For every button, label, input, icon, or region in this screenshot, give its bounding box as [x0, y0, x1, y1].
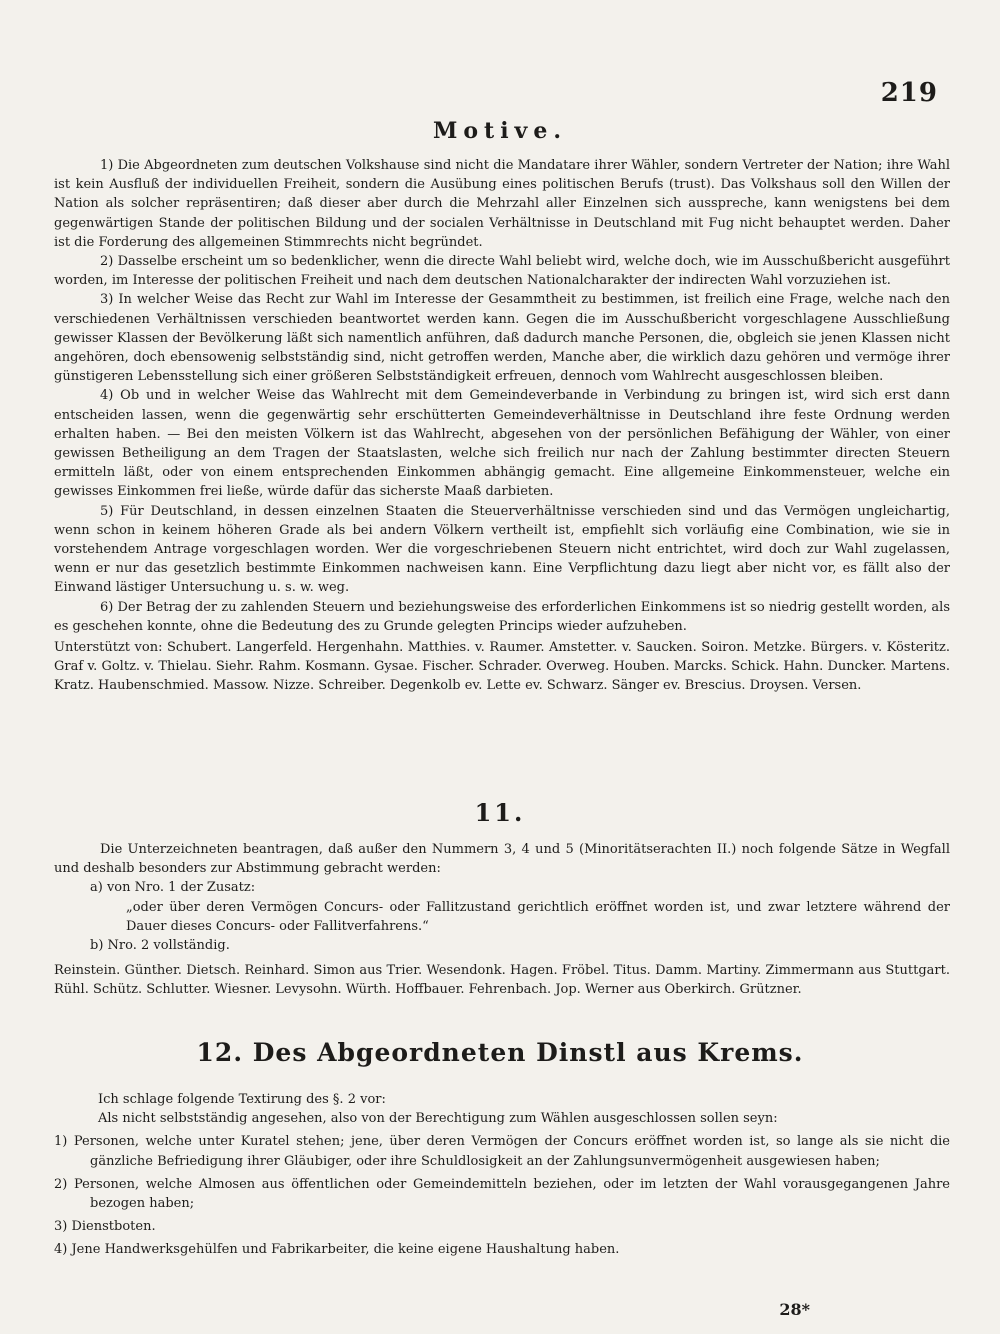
motive-paragraph: 1) Die Abgeordneten zum deutschen Volkshause sind nicht die Mandatare ihrer Wähler, sondern Vertreter der Nation; ihre Wahl ist kein Ausfluß der individuellen Freiheit, sondern die Ausübung eines politischen Berufs (trust). Das Volkshaus soll den Willen der Nation als solcher repräsentiren; daß dieser aber durch die Mehrzahl aller Einzelnen sich ausspreche, kann wenigstens bei dem gegenwärtigen Stande der politischen Bildung und der socialen Verhältnisse in Deutschland mit Fug nicht behauptet werden. Daher ist die Forderung des allgemeinen Stimmrechts nicht begründet.	[54, 158, 950, 250]
supporters-list: Unterstützt von: Schubert. Langerfeld. Hergenhahn. Matthies. v. Raumer. Amstetter. v. Saucken. Soiron. Metzke. Bürgers. v. Kösteritz. Graf v. Goltz. v. Thielau. Siehr. Rahm. Kosmann. Gysae. Fischer. Schrader. Overweg. Houben. Marcks. Schick. Hahn. Duncker. Martens. Kratz. Haubenschmied. Massow. Nizze. Schreiber. Degenkolb ev. Lette ev. Schwarz. Sänger ev. Brescius. Droysen. Versen.	[54, 640, 950, 694]
motive-paragraph: 6) Der Betrag der zu zahlenden Steuern und beziehungsweise des erforderlichen Einkommens ist so niedrig gestellt worden, als es geschehen konnte, ohne die Bedeutung des zu Grunde gelegten Princips wieder aufzuheben.	[54, 599, 950, 634]
page-number: 219	[880, 78, 938, 108]
motive-paragraph: 3) In welcher Weise das Recht zur Wahl im Interesse der Gesammtheit zu bestimmen, ist freilich eine Frage, welche nach den verschiedenen Verhältnissen verschieden beantwortet werden kann. Gegen die im Ausschußbericht vorgeschlagene Ausschließung gewisser Klassen der Bevölkerung läßt sich namentlich anführen, daß dadurch manche Personen, die, obgleich sie jenen Klassen nicht angehören, doch ebensowenig selbstständig sind, nicht getroffen werden, Manche aber, die wirklich dazu gehören und vermöge ihrer günstigeren Lebensstellung sich einer größeren Selbstständigkeit erfreuen, dennoch vom Wahlrecht ausgeschlossen bleiben.	[54, 292, 950, 385]
section-11	[54, 840, 950, 1000]
section-11-item-a: a) von Nro. 1 der Zusatz:	[90, 880, 256, 896]
section-12-item: 2) Personen, welche Almosen aus öffentlichen oder Gemeindemitteln beziehen, oder im letzten der Wahl vorausgegangenen Jahre bezogen haben;	[54, 1176, 950, 1212]
signature-mark: 28*	[779, 1300, 810, 1319]
motive-paragraph: 5) Für Deutschland, in dessen einzelnen Staaten die Steuerverhältnisse verschieden sind und das Vermögen ungleichartig, wenn schon in keinem höheren Grade als bei andern Völkern vertheilt ist, empfiehlt sich vorläufig eine Combination, wie sie in vorstehendem Antrage vorgeschlagen worden. Wer die vorgeschriebenen Steuern nicht entrichtet, wird doch zur Wahl zugelassen, wenn er nur das gesetzlich bestimmte Einkommen nachweisen kann. Eine Verpflichtung dazu liegt aber nicht vor, es fällt also der Einwand lästiger Untersuchung u. s. w. weg.	[54, 503, 950, 596]
motive-section	[54, 156, 950, 696]
motive-paragraph: 2) Dasselbe erscheint um so bedenklicher, wenn die directe Wahl beliebt wird, welche doch, wie im Ausschußbericht ausgeführt worden, im Interesse der politischen Freiheit und nach dem deutschen Nationalcharakter der indirecten Wahl vorzuziehen ist.	[54, 254, 950, 289]
motive-heading: Motive.	[433, 118, 567, 144]
section-11-number: 11.	[474, 798, 526, 827]
section-12-item: 4) Jene Handwerksgehülfen und Fabrikarbeiter, die keine eigene Haushaltung haben.	[54, 1242, 620, 1258]
section-11-quote: „oder über deren Vermögen Concurs- oder Fallitzustand gerichtlich eröffnet worden ist, und zwar letztere während der Dauer dieses Concurs- oder Fallitverfahrens.“	[126, 899, 950, 934]
section-11-intro: Die Unterzeichneten beantragen, daß außer den Nummern 3, 4 und 5 (Minoritätserachten II.) noch folgende Sätze in Wegfall und deshalb besonders zur Abstimmung gebracht werden:	[54, 842, 950, 877]
section-11-item-b: b) Nro. 2 vollständig.	[90, 938, 230, 954]
section-12-lead: Als nicht selbstständig angesehen, also von der Berechtigung zum Wählen ausgeschlossen sollen seyn:	[98, 1111, 778, 1127]
section-12-item: 1) Personen, welche unter Kuratel stehen; jene, über deren Vermögen der Concurs eröffnet worden ist, so lange als sie nicht die gänzliche Befriedigung ihrer Gläubiger, oder ihre Schuldlosigkeit an der Zahlungsunvermögenheit ausgewiesen haben;	[54, 1134, 950, 1169]
section-12-intro: Ich schlage folgende Textirung des §. 2 vor:	[98, 1092, 386, 1107]
section-12	[54, 1090, 950, 1260]
section-11-signers: Reinstein. Günther. Dietsch. Reinhard. Simon aus Trier. Wesendonk. Hagen. Fröbel. Titus. Damm. Martiny. Zimmermann aus Stuttgart. Rühl. Schütz. Schlutter. Wiesner. Levysohn. Würth. Hoffbauer. Fehrenbach. Jop. Werner aus Oberkirch. Grützner.	[54, 963, 950, 998]
section-12-title: 12. Des Abgeordneten Dinstl aus Krems.	[196, 1038, 804, 1067]
section-12-item: 3) Dienstboten.	[54, 1219, 156, 1235]
motive-paragraph: 4) Ob und in welcher Weise das Wahlrecht mit dem Gemeindeverbande in Verbindung zu bringen ist, wird sich erst dann entscheiden lassen, wenn die gegenwärtig sehr erschütterten Gemeindeverhältnisse in Deutschland ihre feste Ordnung werden erhalten haben. — Bei den meisten Völkern ist das Wahlrecht, abgesehen von der persönlichen Befähigung der Wähler, von einer gewissen Betheiligung an dem Tragen der Staatslasten, welche sich freilich nur nach der Zahlung bestimmter directen Steuern ermitteln läßt, oder von einem entsprechenden Einkommen abhängig gemacht. Eine allgemeine Einkommensteuer, welche ein gewisses Einkommen frei ließe, würde dafür das sicherste Maaß darbieten.	[54, 388, 950, 500]
